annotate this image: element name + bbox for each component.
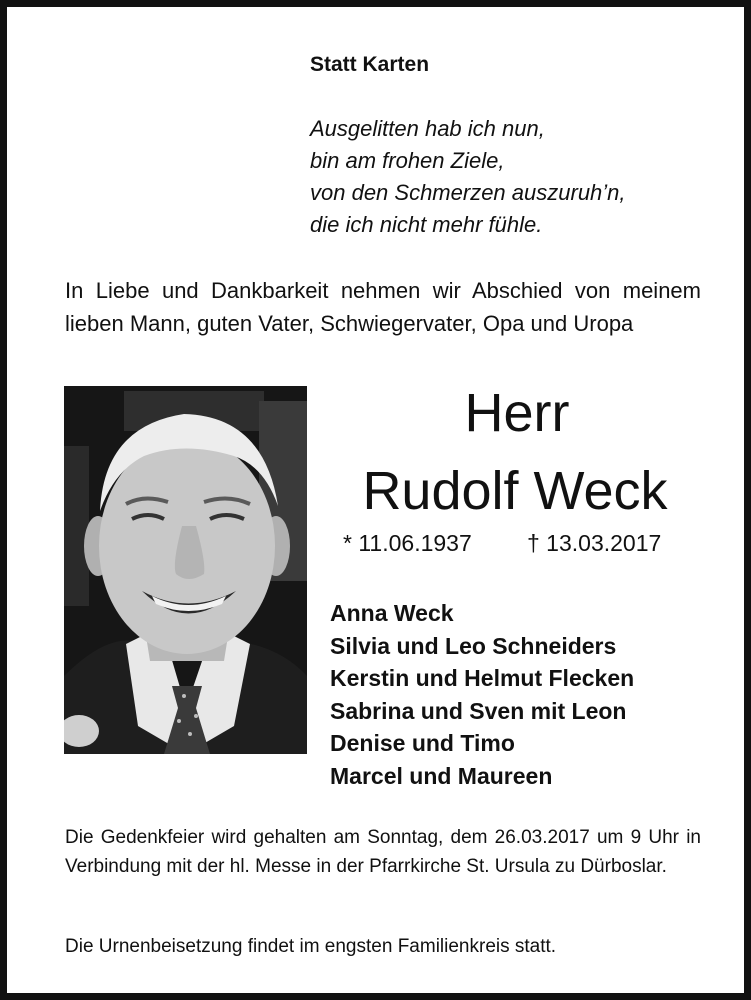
family-member: Marcel und Maureen	[330, 762, 553, 789]
urn-burial-text: Die Urnenbeisetzung findet im engsten Familienkreis statt.	[65, 936, 557, 957]
intro-text: In Liebe und Dankbarkeit nehmen wir Abschied von meinem lieben Mann, guten Vater, Schwiegervater, Opa und Uropa	[65, 278, 701, 336]
poem	[310, 113, 626, 241]
memorial-service-text: Die Gedenkfeier wird gehalten am Sonntag, dem 26.03.2017 um 9 Uhr in Verbindung mit der hl. Messe in der Pfarrkirche St. Ursula zu Dürboslar.	[65, 827, 701, 877]
deceased-name: Rudolf Weck	[362, 461, 668, 521]
header-statt-karten: Statt Karten	[310, 53, 430, 76]
family-member: Denise und Timo	[330, 730, 515, 757]
poem-line: die ich nicht mehr fühle.	[310, 212, 543, 237]
birth-date: * 11.06.1937	[343, 530, 472, 556]
poem-line: bin am frohen Ziele,	[310, 148, 505, 173]
title-herr: Herr	[464, 383, 570, 443]
poem-line: von den Schmerzen auszuruh’n,	[310, 180, 626, 205]
death-date: † 13.03.2017	[527, 530, 662, 556]
portrait-photo-image	[64, 386, 307, 754]
portrait-photo	[64, 386, 307, 754]
family-member: Silvia und Leo Schneiders	[330, 632, 617, 659]
family-member: Kerstin und Helmut Flecken	[330, 665, 635, 692]
poem-line: Ausgelitten hab ich nun,	[310, 116, 545, 141]
family-member: Anna Weck	[330, 600, 454, 626]
family-list	[330, 597, 634, 793]
family-member: Sabrina und Sven mit Leon	[330, 697, 627, 724]
